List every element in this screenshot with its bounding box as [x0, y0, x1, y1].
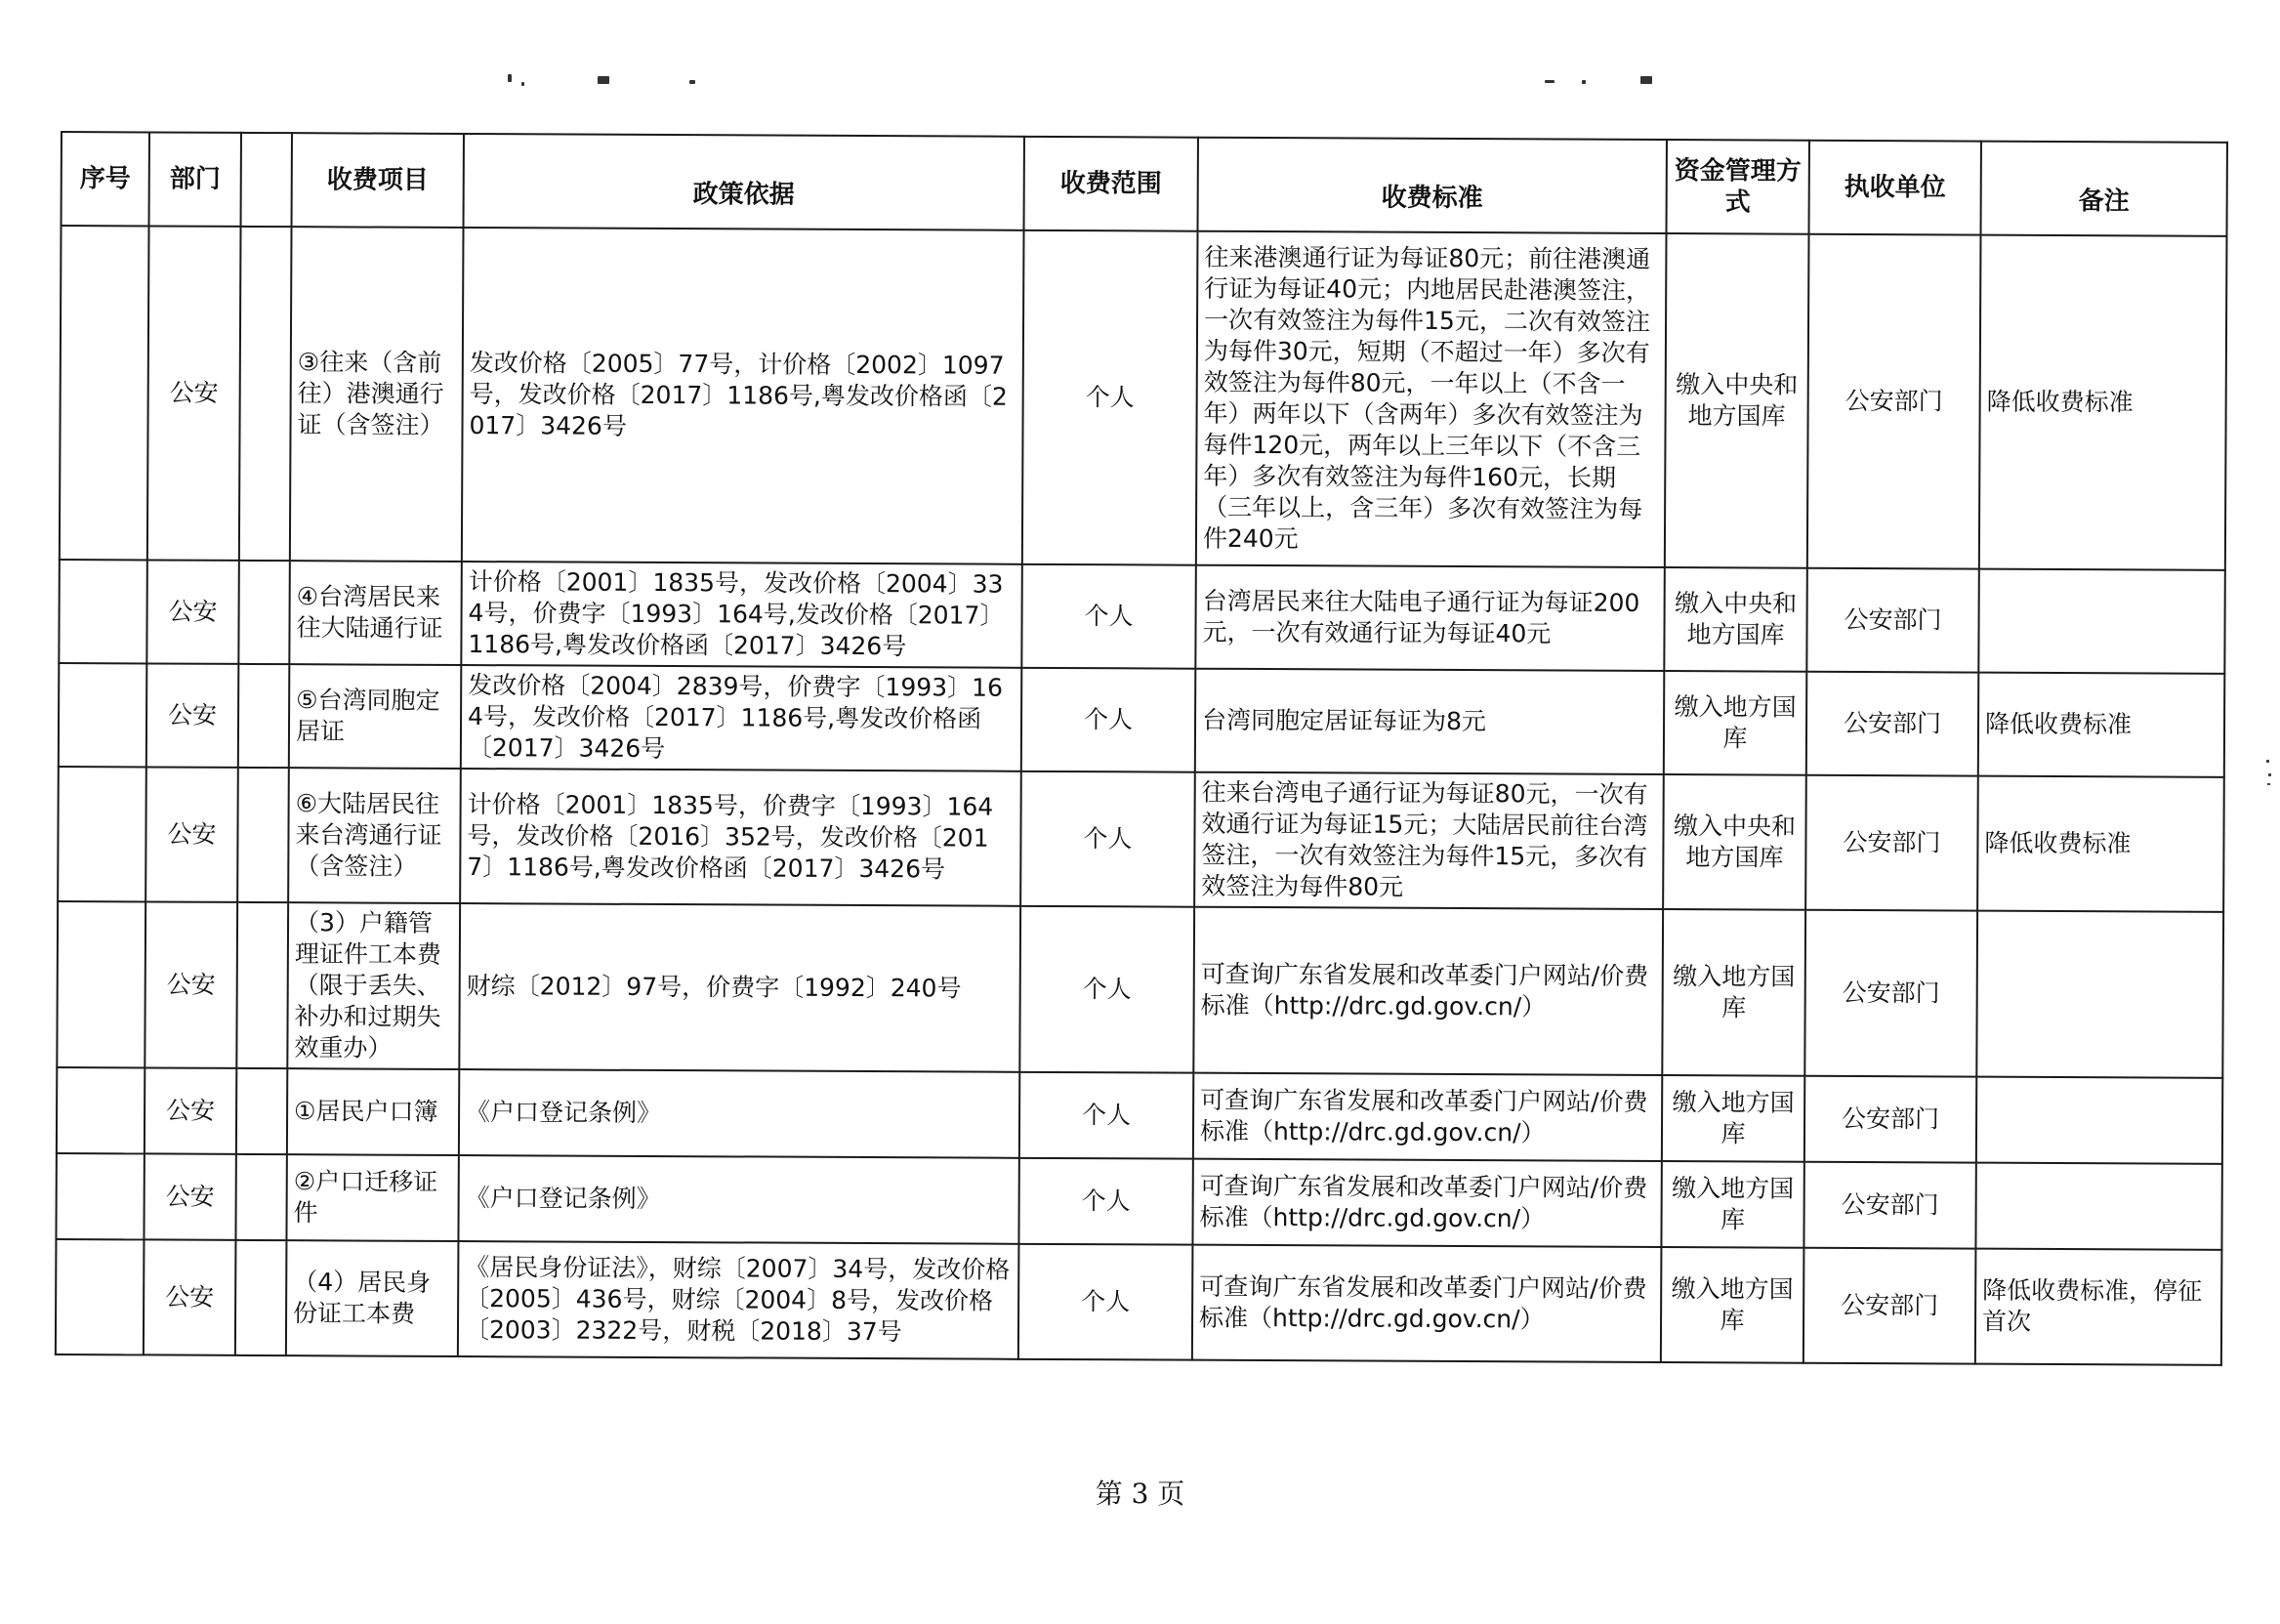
cell-seq [56, 1239, 145, 1354]
cell-dept: 公安 [144, 1153, 235, 1239]
table-row [60, 226, 2227, 570]
cell-unit: 公安部门 [1807, 234, 1981, 569]
fee-table [55, 131, 2228, 1366]
scan-edge-speck [2266, 760, 2272, 789]
cell-basis: 计价格〔2001〕1835号，发改价格〔2004〕334号，价费字〔1993〕164号,发改价格〔2017〕1186号,粤发改价格函〔2017〕3426号 [461, 562, 1022, 668]
cell-item: ⑤台湾同胞定居证 [289, 664, 462, 769]
cell-scope: 个人 [1021, 668, 1196, 772]
scan-speck [689, 80, 695, 84]
header-basis: 政策依据 [464, 134, 1024, 230]
cell-fund: 缴入地方国库 [1661, 1161, 1803, 1248]
cell-dept: 公安 [145, 1067, 236, 1153]
scan-edge-speck-shape [2266, 760, 2272, 789]
cell-item: （4）居民身份证工本费 [286, 1240, 459, 1356]
cell-basis: 计价格〔2001〕1835号，价费字〔1993〕164号，发改价格〔2016〕352号，发改价格〔2017〕1186号,粤发改价格函〔2017〕3426号 [460, 769, 1021, 906]
cell-dept: 公安 [147, 226, 241, 560]
cell-scope: 个人 [1018, 1244, 1193, 1360]
cell-fund: 缴入中央和地方国库 [1663, 774, 1806, 910]
cell-basis: 发改价格〔2005〕77号，计价格〔2002〕1097号，发改价格〔2017〕1186号,粤发改价格函〔2017〕3426号 [462, 228, 1024, 564]
table-row [59, 560, 2224, 674]
cell-scope: 个人 [1019, 1072, 1193, 1159]
cell-seq [56, 1153, 144, 1239]
cell-item: ②户口迁移证件 [286, 1154, 458, 1241]
cell-standard: 台湾同胞定居证每证为8元 [1195, 669, 1665, 774]
table-row [57, 901, 2223, 1078]
cell-note: 降低收费标准 [1978, 673, 2225, 777]
cell-basis: 《户口登记条例》 [459, 1069, 1019, 1158]
scan-speck [1582, 80, 1586, 84]
cell-standard: 可查询广东省发展和改革委门户网站/价费标准（http://drc.gd.gov.cn/） [1192, 1245, 1662, 1362]
cell-unit: 公安部门 [1806, 672, 1979, 776]
cell-scope: 个人 [1021, 564, 1196, 669]
cell-extra [236, 1068, 287, 1154]
cell-seq [59, 560, 147, 663]
cell-extra [235, 1240, 287, 1355]
cell-basis: 《户口登记条例》 [458, 1155, 1018, 1244]
cell-item: （3）户籍管理证件工本费（限于丢失、补办和过期失效重办） [287, 902, 460, 1069]
cell-note: 降低收费标准 [1977, 776, 2224, 912]
cell-basis: 发改价格〔2004〕2839号，价费字〔1993〕164号，发改价格〔2017〕1186号,粤发改价格函〔2017〕3426号 [461, 665, 1022, 771]
scan-speck [1640, 76, 1652, 84]
cell-seq [58, 767, 146, 901]
cell-scope: 个人 [1020, 771, 1195, 907]
cell-fund: 缴入中央和地方国库 [1665, 233, 1809, 568]
cell-unit: 公安部门 [1804, 1076, 1976, 1163]
cell-note: 降低收费标准 [1979, 235, 2227, 570]
cell-fund: 缴入地方国库 [1662, 1075, 1804, 1162]
cell-dept: 公安 [146, 560, 239, 663]
scan-speck [508, 74, 512, 82]
cell-unit: 公安部门 [1803, 1162, 1975, 1249]
table-row [58, 767, 2224, 912]
cell-dept: 公安 [146, 663, 239, 767]
cell-unit: 公安部门 [1806, 568, 1979, 673]
cell-dept: 公安 [145, 901, 237, 1067]
cell-basis: 《居民身份证法》，财综〔2007〕34号，发改价格〔2005〕436号，财综〔2004〕8号，发改价格〔2003〕2322号，财税〔2018〕37号 [458, 1241, 1019, 1359]
header-seq: 序号 [62, 132, 149, 226]
table-row [57, 1067, 2222, 1164]
cell-scope: 个人 [1019, 906, 1194, 1073]
table-row [56, 1153, 2221, 1250]
cell-extra [236, 902, 288, 1068]
header-standard: 收费标准 [1198, 138, 1667, 233]
cell-seq [59, 663, 147, 767]
cell-item: ④台湾居民来往大陆通行证 [289, 561, 462, 665]
cell-dept: 公安 [145, 767, 238, 901]
header-fund: 资金管理方式 [1667, 140, 1809, 234]
header-dept: 部门 [149, 132, 241, 226]
cell-unit: 公安部门 [1804, 910, 1977, 1077]
cell-scope: 个人 [1018, 1158, 1192, 1245]
page-number: 第 3 页 [1095, 1478, 1185, 1510]
cell-seq [57, 1067, 145, 1153]
cell-standard: 往来台湾电子通行证为每证80元，一次有效通行证为每证15元；大陆居民前往台湾签注，一次有效签注为每件15元，多次有效签注为每件80元 [1194, 772, 1664, 909]
cell-standard: 可查询广东省发展和改革委门户网站/价费标准（http://drc.gd.gov.cn/） [1193, 1073, 1662, 1161]
cell-standard: 台湾居民来往大陆电子通行证为每证200元，一次有效通行证为每证40元 [1195, 565, 1665, 671]
cell-note [1975, 1163, 2221, 1250]
cell-extra [235, 1154, 286, 1240]
scan-speck [598, 76, 609, 84]
cell-note: 降低收费标准，停征首次 [1975, 1249, 2222, 1365]
header-row [62, 132, 2227, 236]
table-row [59, 663, 2224, 777]
cell-unit: 公安部门 [1805, 775, 1978, 911]
cell-note [1976, 911, 2223, 1078]
cell-note [1976, 1077, 2222, 1164]
cell-standard: 可查询广东省发展和改革委门户网站/价费标准（http://drc.gd.gov.cn/） [1192, 1159, 1661, 1247]
cell-unit: 公安部门 [1803, 1248, 1976, 1364]
header-scope: 收费范围 [1024, 137, 1198, 231]
cell-item: ③往来（含前往）港澳通行证（含签注） [290, 227, 464, 562]
header-unit: 执收单位 [1809, 141, 1981, 235]
cell-note [1978, 569, 2225, 674]
cell-seq [57, 901, 145, 1067]
cell-fund: 缴入地方国库 [1661, 1247, 1804, 1363]
cell-standard: 可查询广东省发展和改革委门户网站/价费标准（http://drc.gd.gov.cn/） [1193, 907, 1663, 1075]
cell-seq [60, 226, 149, 560]
cell-standard: 往来港澳通行证为每证80元；前往港澳通行证为每证40元；内地居民赴港澳签注，一次有效签注为每件15元，二次有效签注为每件30元，短期（不超过一年）多次有效签注为每件80元，一年以上（不含一年）两年以下（含两年）多次有效签注为每件120元，两年以上三年以下（不含三年）多次有效签注为每件160元，长期（三年以上，含三年）多次有效签注为每件240元 [1196, 231, 1667, 567]
header-note: 备注 [1981, 142, 2227, 236]
cell-fund: 缴入中央和地方国库 [1664, 567, 1807, 672]
header-blank [241, 133, 292, 227]
scan-speck [1545, 80, 1555, 83]
scan-speck [521, 82, 524, 86]
cell-fund: 缴入地方国库 [1664, 671, 1807, 775]
table-row [56, 1239, 2222, 1365]
cell-scope: 个人 [1022, 230, 1198, 565]
cell-extra [239, 227, 292, 561]
cell-item: ①居民户口簿 [287, 1068, 459, 1155]
scan-artifacts [0, 70, 2280, 90]
header-item: 收费项目 [292, 133, 464, 228]
cell-extra [238, 664, 290, 768]
cell-basis: 财综〔2012〕97号，价费字〔1992〕240号 [459, 903, 1020, 1072]
cell-dept: 公安 [144, 1239, 236, 1354]
cell-item: ⑥大陆居民往来台湾通行证（含签注） [288, 768, 461, 903]
cell-extra [237, 768, 289, 902]
cell-fund: 缴入地方国库 [1662, 909, 1805, 1076]
cell-extra [238, 561, 290, 664]
